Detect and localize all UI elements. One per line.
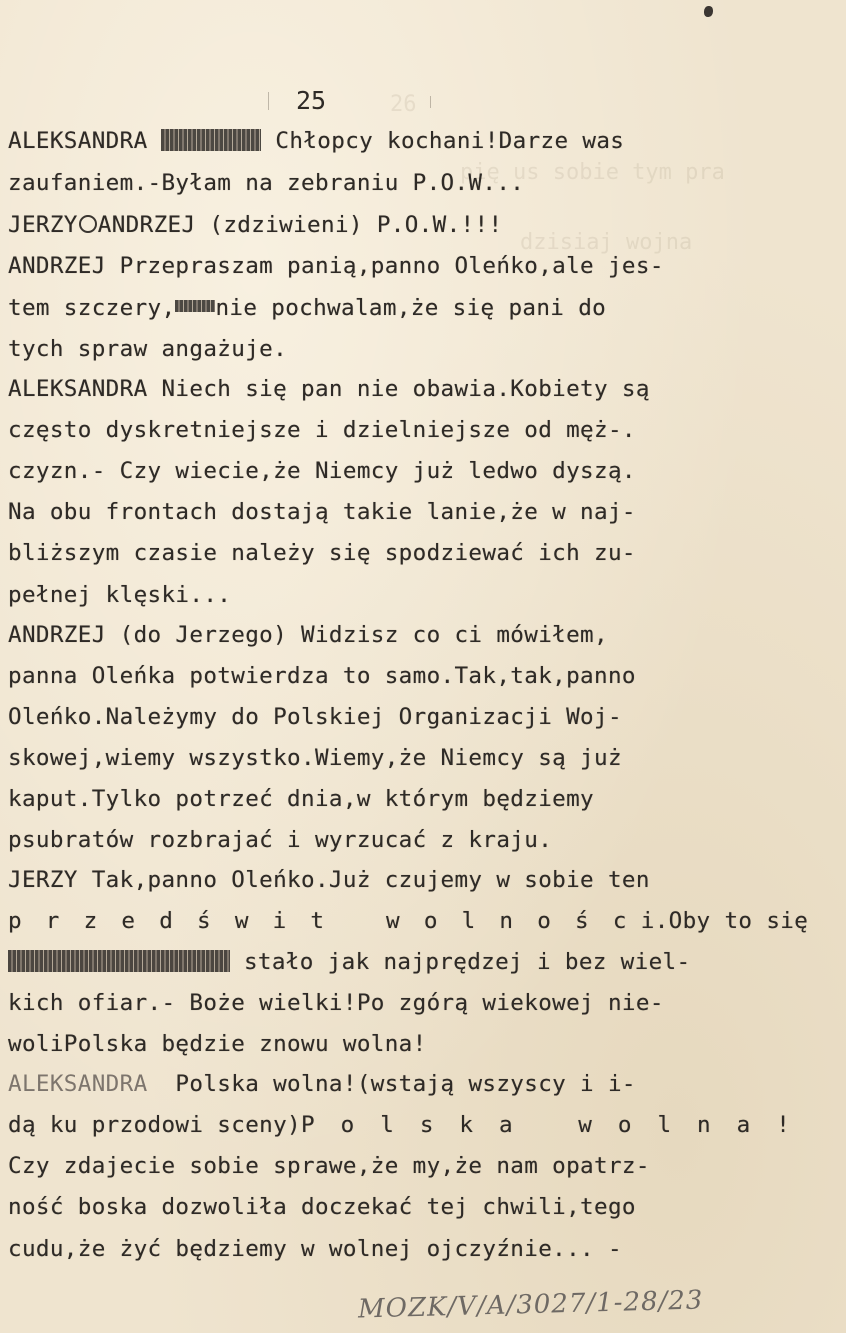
text-line-2: zaufaniem.-Byłam na zebraniu P.O.W... xyxy=(8,170,525,196)
text-line-26: Czy zdajecie sobie sprawe,że my,że nam opatrz- xyxy=(8,1153,650,1179)
text-line-23: woliPolska będzie znowu wolna! xyxy=(8,1031,427,1057)
line-continuation: nie pochwalam,że się pani do xyxy=(215,295,607,321)
archive-signature: MOZK/V/A/3027/1-28/23 xyxy=(357,1285,704,1325)
speaker-name: JERZY xyxy=(8,212,78,238)
text-line-20 xyxy=(8,906,808,936)
margin-mark xyxy=(430,96,431,108)
text-line-15: Oleńko.Należymy do Polskiej Organizacji Woj- xyxy=(8,704,622,730)
line-continuation: c i.Oby to się xyxy=(612,908,809,934)
struck-out-word xyxy=(161,129,261,151)
text-line-16: skowej,wiemy wszystko.Wiemy,że Niemcy są już xyxy=(8,745,622,771)
text-line-7: ALEKSANDRA Niech się pan nie obawia.Kobiety są xyxy=(8,376,650,402)
text-line-28: cudu,że żyć będziemy w wolnej ojczyźnie... - xyxy=(8,1236,622,1262)
text-line-19: JERZY Tak,panno Oleńko.Już czujemy w sobie ten xyxy=(8,867,650,893)
speaker-name-faint: ALEKSANDRA xyxy=(8,1071,148,1097)
bleed-through-text: 26 xyxy=(390,92,417,117)
line-continuation: ANDRZEJ (zdziwieni) P.O.W.!!! xyxy=(97,212,503,238)
bleed-through-text: pię us sobie tym pra xyxy=(460,160,725,185)
text-line-4: ANDRZEJ Przepraszam panią,panno Oleńko,ale jes- xyxy=(8,253,664,279)
text-line-24: ALEKSANDRA Polska wolna!(wstają wszyscy i i- xyxy=(8,1071,636,1097)
spaced-word: przedświt wolnoś xyxy=(8,908,613,934)
text-line-18: psubratów rozbrajać i wyrzucać z kraju. xyxy=(8,827,553,853)
margin-mark xyxy=(268,92,269,110)
text-line-17: kaput.Tylko potrzeć dnia,w którym będziemy xyxy=(8,786,595,812)
line-continuation: Chłopcy kochani!Darze was xyxy=(261,128,625,154)
text-line-6: tych spraw angażuje. xyxy=(8,336,288,362)
speaker-name: ALEKSANDRA xyxy=(8,128,162,154)
text-line-8: często dyskretniejsze i dzielniejsze od męż-. xyxy=(8,417,636,443)
text-line-5: tem szczery, nie pochwalam,że się pani do xyxy=(8,295,607,321)
text-line-21: stało jak najprędzej i bez wiel- xyxy=(8,947,690,977)
bleed-through-text: dzisiaj wojna xyxy=(520,230,693,255)
page-number: 25 xyxy=(296,86,327,115)
text-line-11: bliższym czasie należy się spodziewać ich zu- xyxy=(8,540,636,566)
text-line-1 xyxy=(8,126,624,156)
text-line-25: dą ku przodowi sceny)Polska wolna! xyxy=(8,1112,816,1138)
text-line-3 xyxy=(8,210,502,240)
text-line-14: panna Oleńka potwierdza to samo.Tak,tak,panno xyxy=(8,663,636,689)
ink-blot xyxy=(704,6,713,17)
text-line-10: Na obu frontach dostają takie lanie,że w naj- xyxy=(8,499,636,525)
text-line-22: kich ofiar.- Boże wielki!Po zgórą wiekowej nie- xyxy=(8,990,664,1016)
text-line-12: pełnej klęski... xyxy=(8,582,232,608)
struck-out-phrase xyxy=(8,950,230,972)
text-line-9: czyzn.- Czy wiecie,że Niemcy już ledwo dyszą. xyxy=(8,458,636,484)
spaced-phrase: Polska wolna! xyxy=(301,1112,816,1138)
correction-mark xyxy=(79,215,97,233)
text-line-27: ność boska dozwoliła doczekać tej chwili,tego xyxy=(8,1194,636,1220)
text-line-13: ANDRZEJ (do Jerzego) Widzisz co ci mówiłem, xyxy=(8,622,608,648)
struck-out-word xyxy=(175,300,215,312)
